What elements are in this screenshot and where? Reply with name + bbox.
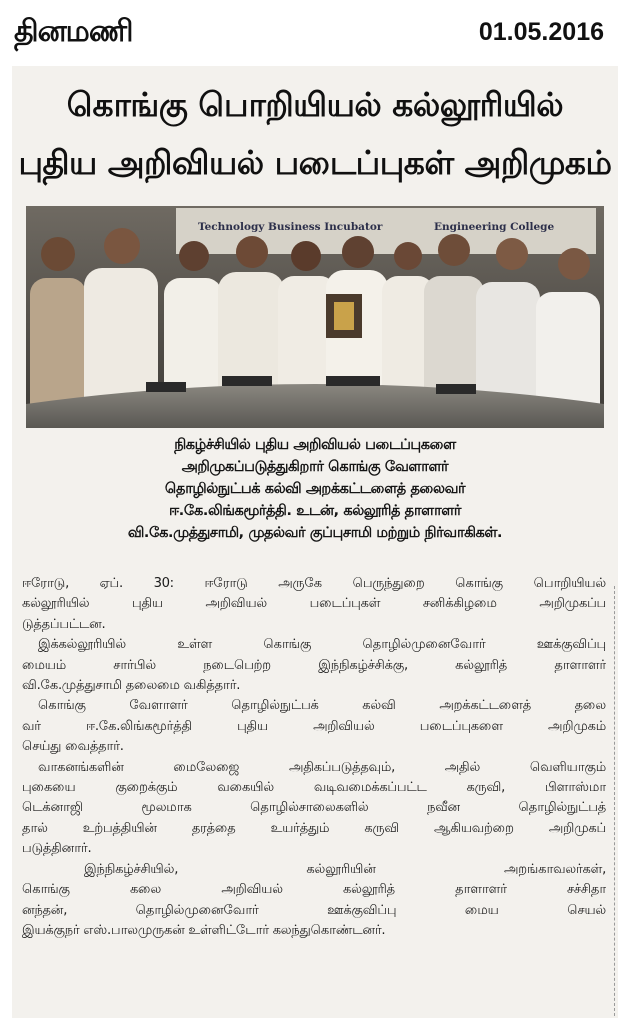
event-photo xyxy=(26,206,604,428)
article-line: மையம் சார்பில் நடைபெற்ற இந்நிகழ்ச்சிக்கு, கல்லூரித் தாளாளர் xyxy=(22,657,606,673)
photo-caption xyxy=(26,434,604,544)
caption-line: நிகழ்ச்சியில் புதிய அறிவியல் படைப்புகளை xyxy=(174,437,456,453)
article-line: இயக்குநர் எஸ்.பாலமுருகன் உள்ளிட்டோர் கலந்துகொண்டனர். xyxy=(22,922,386,938)
headline-line-2: புதிய அறிவியல் படைப்புகள் அறிமுகம் xyxy=(18,143,612,182)
column-divider xyxy=(614,586,615,1016)
caption-line: தொழில்நுட்பக் கல்வி அறக்கட்டளைத் தலைவர் xyxy=(164,481,466,497)
article-line: வர் ஈ.கே.லிங்கமூர்த்தி புதிய அறிவியல் படைப்புகளை அறிமுகம் xyxy=(22,718,606,734)
article-line: கொங்கு கலை அறிவியல் கல்லூரித் தாளாளர் சச்சிதா xyxy=(22,882,606,898)
headline-line-1: கொங்கு பொறியியல் கல்லூரியில் xyxy=(66,85,564,124)
news-clipping xyxy=(12,66,618,1018)
article-line: டுத்தப்பட்டன. xyxy=(22,616,106,632)
banner-text-right: Engineering College xyxy=(434,221,555,233)
article-body xyxy=(22,574,606,941)
caption-line: வி.கே.முத்துசாமி, முதல்வர் குப்புசாமி மற்றும் நிர்வாகிகள். xyxy=(127,525,503,541)
article-line: வி.கே.முத்துசாமி தலைமை வகித்தார். xyxy=(22,678,241,694)
article-line: வாகனங்களின் மைலேஜை அதிகப்படுத்தவும், அதில் வெளியாகும் xyxy=(38,759,606,775)
article-line: கொங்கு வேளாளர் தொழில்நுட்பக் கல்வி அறக்கட்டளைத் தலை xyxy=(38,698,606,714)
article-line: டெக்னாஜி மூலமாக தொழில்சாலைகளில் நவீன தொழில்நுட்பத் xyxy=(22,800,606,816)
newspaper-name: தினமணி xyxy=(14,14,133,49)
article-line: னந்தன், தொழில்முனைவோர் ஊக்குவிப்பு மைய செயல் xyxy=(22,902,606,918)
article-line: இந்நிகழ்ச்சியில், கல்லூரியின் அறங்காவலர்கள், xyxy=(84,861,606,877)
article-line: ஈரோடு, ஏப். 30: ஈரோடு அருகே பெருந்துறை கொங்கு பொறியியல் xyxy=(22,576,606,591)
publication-date: 01.05.2016 xyxy=(478,18,604,46)
masthead xyxy=(0,0,630,62)
article-line: படுத்தினார். xyxy=(22,841,92,857)
caption-line: ஈ.கே.லிங்கமூர்த்தி. உடன், கல்லூரித் தாளாளர் xyxy=(168,503,462,519)
caption-line: அறிமுகப்படுத்துகிறார் கொங்கு வேளாளர் xyxy=(181,459,449,475)
article-line: தால் உற்பத்தியின் தரத்தை உயர்த்தும் கருவி ஆகியவற்றை அறிமுகப் xyxy=(22,820,606,836)
article-line: புகையை குறைக்கும் வகையில் வடிவமைக்கப்பட்ட கருவி, பிளாஸ்மா xyxy=(22,780,606,796)
headline xyxy=(12,76,618,192)
article-line: கல்லூரியில் புதிய அறிவியல் படைப்புகள் சனிக்கிழமை அறிமுகப்ப xyxy=(22,596,606,612)
banner-text-left: Technology Business Incubator xyxy=(198,221,383,233)
article-line: செய்து வைத்தார். xyxy=(22,739,124,755)
article-line: இக்கல்லூரியில் உள்ள கொங்கு தொழில்முனைவோர் ஊக்குவிப்பு xyxy=(38,637,606,653)
